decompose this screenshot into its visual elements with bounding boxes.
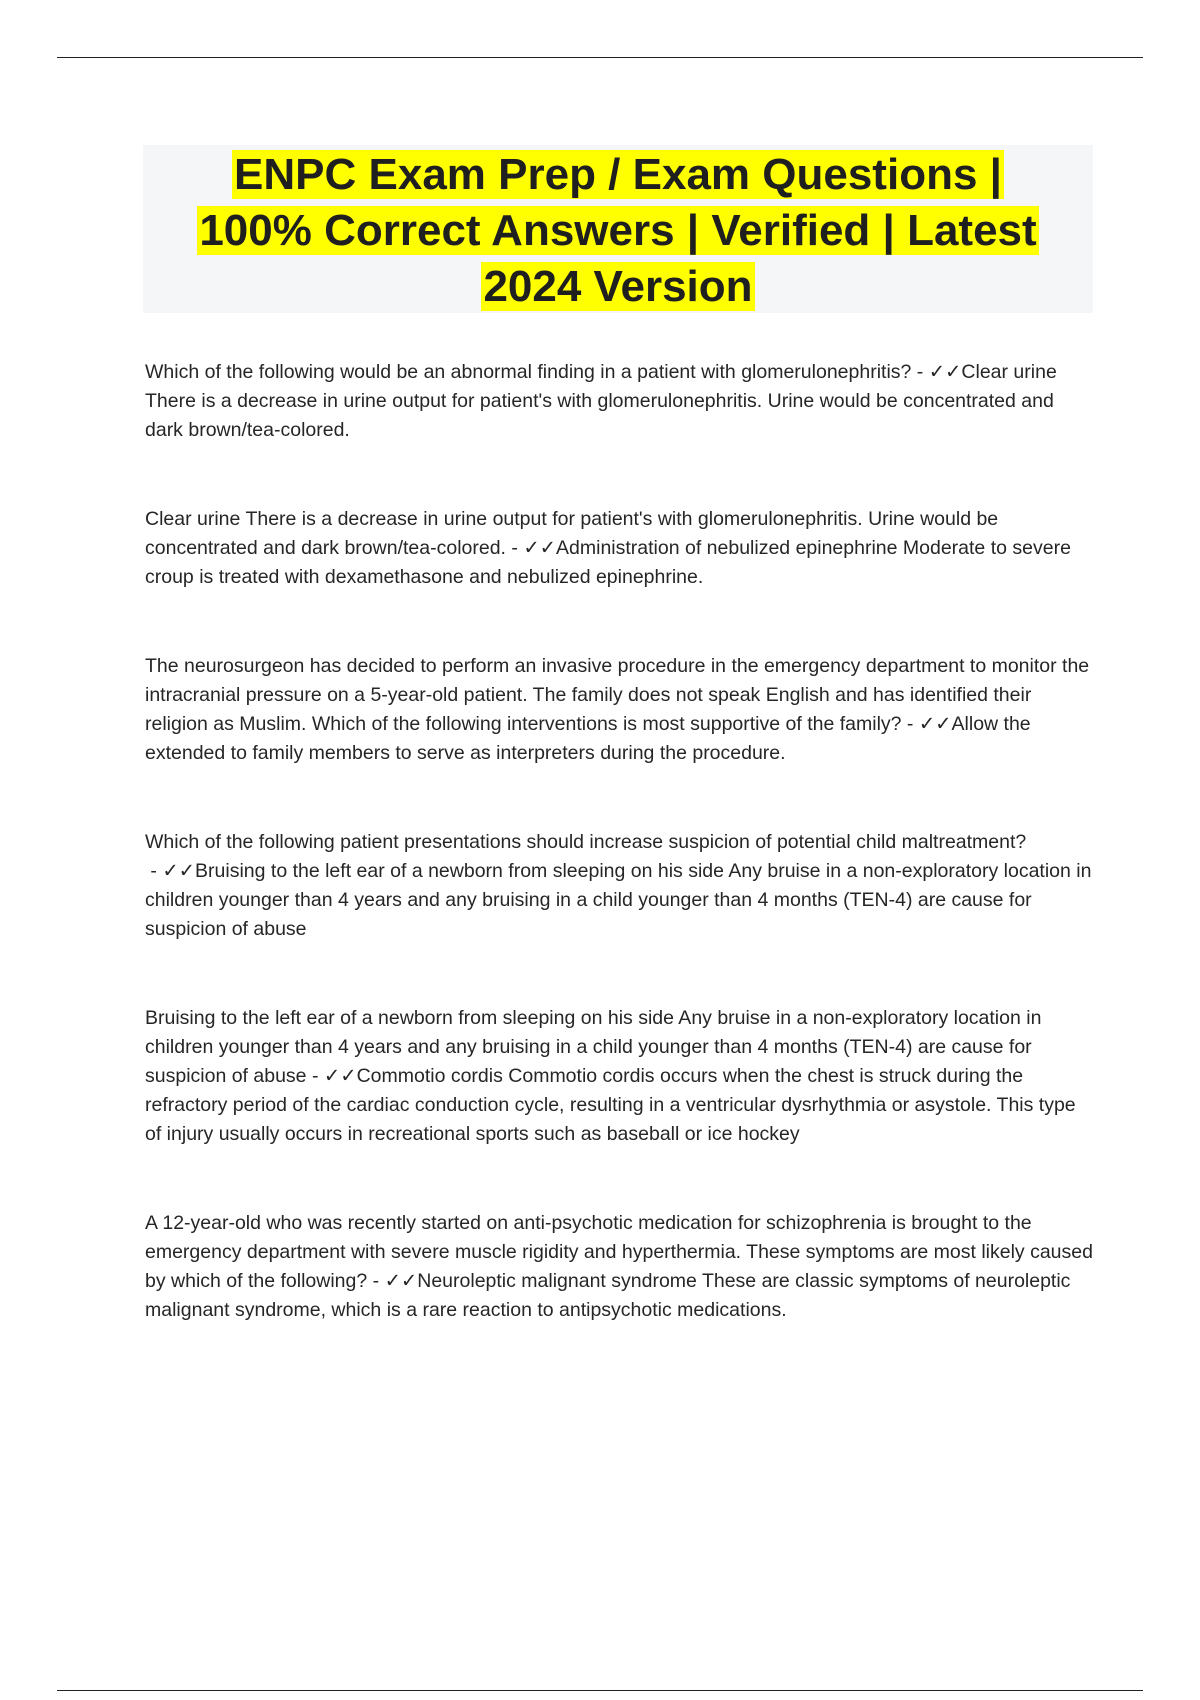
title-line-1: ENPC Exam Prep / Exam Questions | [234, 150, 1002, 199]
answer-text: Neuroleptic malignant syndrome These are classic symptoms of neuroleptic malignant syndrome, which is a rare reaction to antipsychotic medications. [145, 1270, 1071, 1321]
separator: - [505, 537, 524, 559]
footer-rule [57, 1690, 1143, 1691]
separator: - [911, 361, 929, 383]
title-line-2: 100% Correct Answers | Verified | Latest [199, 206, 1037, 255]
question-text: Clear urine There is a decrease in urine output for patient's with glomerulonephritis. Urine would be concentrated and dark brown/tea-colored. [145, 508, 999, 559]
answer-text: Bruising to the left ear of a newborn from sleeping on his side Any bruise in a non-exploratory location in children younger than 4 years and any bruising in a child younger than 4 months (TEN-4) are cause for suspicion of abuse [145, 860, 1092, 940]
qa-item [145, 1004, 1095, 1149]
answer-text: Administration of nebulized epinephrine Moderate to severe croup is treated with dexamethasone and nebulized epinephrine. [145, 537, 1071, 588]
qa-list [145, 358, 1095, 1325]
header-rule [57, 57, 1143, 58]
answer-text: Clear urine There is a decrease in urine output for patient's with glomerulonephritis. Urine would be concentrated and dark brown/tea-colored. [145, 361, 1057, 441]
question-text: Bruising to the left ear of a newborn from sleeping on his side Any bruise in a non-exploratory location in children younger than 4 years and any bruising in a child younger than 4 months (TEN-4) are cause for suspicion of abuse [145, 1007, 1042, 1087]
title-line-3: 2024 Version [483, 262, 753, 311]
qa-item [145, 828, 1095, 944]
separator: - [145, 860, 163, 882]
qa-item [145, 358, 1095, 445]
double-check-icon: ✓✓ [928, 361, 962, 383]
double-check-icon: ✓✓ [523, 537, 557, 559]
page-title [143, 145, 1093, 315]
separator: - [901, 713, 919, 735]
double-check-icon: ✓✓ [918, 713, 952, 735]
title-banner [143, 145, 1093, 313]
answer-text: Commotio cordis Commotio cordis occurs when the chest is struck during the refractory period of the cardiac conduction cycle, resulting in a ventricular dysrhythmia or asystole. This type of injury usually occurs in recreational sports such as baseball or ice hockey [145, 1065, 1076, 1145]
separator: - [367, 1270, 385, 1292]
separator: - [306, 1065, 324, 1087]
double-check-icon: ✓✓ [162, 860, 196, 882]
question-text: A 12-year-old who was recently started on anti-psychotic medication for schizophrenia is brought to the emergency department with severe muscle rigidity and hyperthermia. These symptoms are most likely caused by which of the following? [145, 1212, 1093, 1292]
double-check-icon: ✓✓ [384, 1270, 418, 1292]
double-check-icon: ✓✓ [323, 1065, 357, 1087]
question-text: Which of the following patient presentations should increase suspicion of potential child maltreatment? [145, 831, 1027, 853]
answer-text: Allow the extended to family members to serve as interpreters during the procedure. [145, 713, 1031, 764]
qa-item [145, 505, 1095, 592]
qa-item [145, 1209, 1095, 1325]
qa-item [145, 652, 1095, 768]
question-text: The neurosurgeon has decided to perform an invasive procedure in the emergency department to monitor the intracranial pressure on a 5-year-old patient. The family does not speak English and has identified their religion as Muslim. Which of the following interventions is most supportive of the family? [145, 655, 1090, 735]
question-text: Which of the following would be an abnormal finding in a patient with glomerulonephritis? [145, 361, 912, 383]
